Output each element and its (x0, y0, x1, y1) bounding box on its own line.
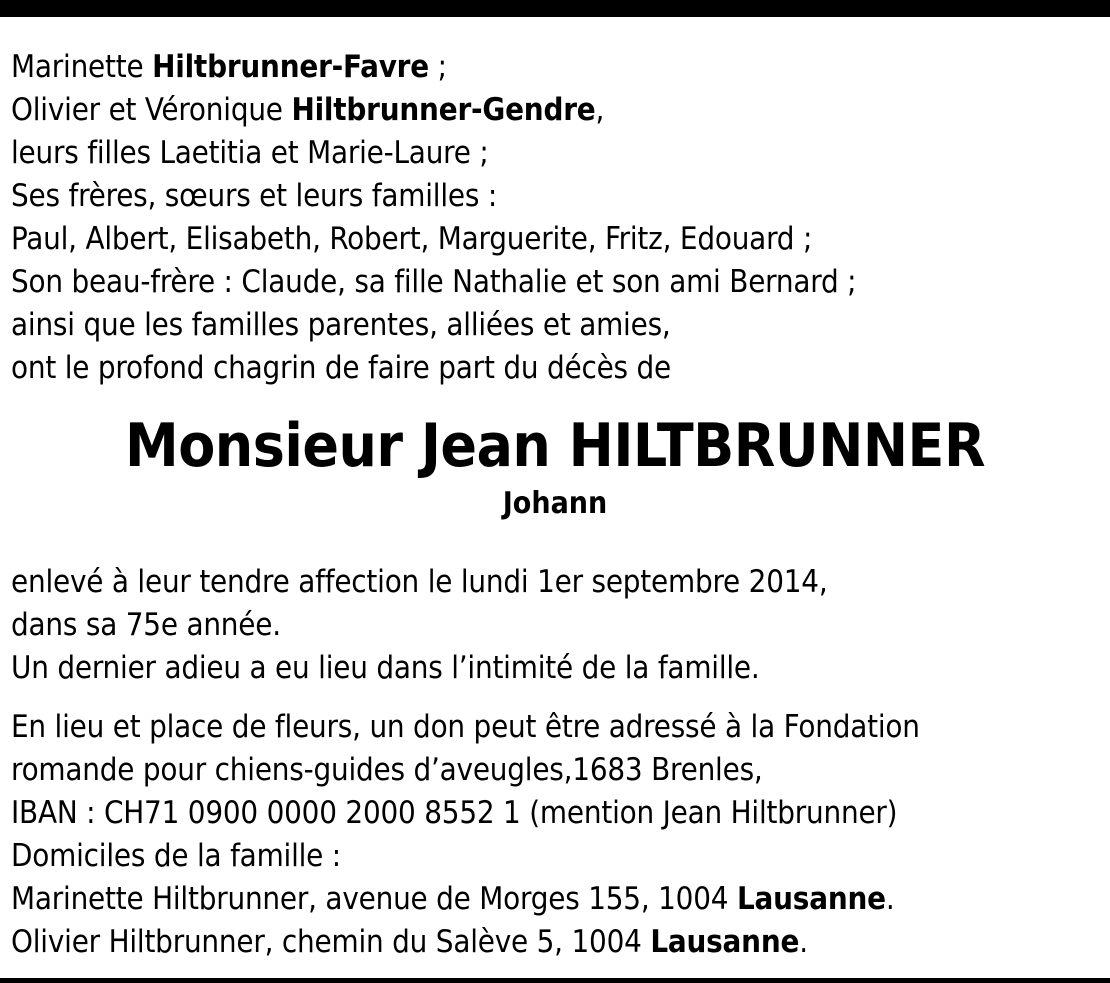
top-border (0, 0, 1110, 17)
family-line-3: leurs filles Laetitia et Marie-Laure ; (11, 135, 489, 171)
text: Marinette (11, 49, 153, 85)
family-block (11, 46, 1101, 390)
text: . (799, 924, 808, 960)
text: . (885, 881, 895, 917)
family-line-7: ainsi que les familles parentes, alliées et amies, (11, 307, 671, 343)
donation-line-1: En lieu et place de fleurs, un don peut être adressé à la Fondation (11, 709, 920, 745)
details-line-1: enlevé à leur tendre affection le lundi 1er septembre 2014, (11, 564, 828, 600)
surname-bold: Hiltbrunner-Gendre (291, 92, 596, 128)
donation-block (11, 706, 1101, 964)
family-line-6: Son beau-frère : Claude, sa fille Nathalie et son ami Bernard ; (11, 264, 857, 300)
donation-line-3: IBAN : CH71 0900 0000 2000 8552 1 (mention Jean Hiltbrunner) (11, 795, 898, 831)
bottom-border (0, 978, 1110, 983)
city-bold: Lausanne (650, 924, 800, 960)
text: ; (428, 49, 447, 85)
text: Olivier Hiltbrunner, chemin du Salève 5, 1004 (11, 924, 651, 960)
surname-bold: Hiltbrunner-Favre (152, 49, 429, 85)
donation-line-2: romande pour chiens-guides d’aveugles,1683 Brenles, (11, 752, 763, 788)
donation-line-6 (11, 921, 1101, 964)
details-line-2: dans sa 75e année. (11, 607, 281, 643)
city-bold: Lausanne (736, 881, 886, 917)
text: Marinette Hiltbrunner, avenue de Morges 155, 1004 (11, 881, 737, 917)
deceased-name: Monsieur Jean HILTBRUNNER (124, 411, 986, 481)
family-line-2 (11, 89, 1101, 132)
details-line-3: Un dernier adieu a eu lieu dans l’intimité de la famille. (11, 650, 760, 686)
details-block (11, 561, 1101, 690)
deceased-alias: Johann (502, 486, 608, 521)
deceased-block (0, 405, 1110, 521)
donation-line-4: Domiciles de la famille : (11, 838, 342, 874)
text: Olivier et Véronique (11, 92, 292, 128)
family-line-1 (11, 46, 1101, 89)
text: , (595, 92, 605, 128)
family-line-4: Ses frères, sœurs et leurs familles : (11, 178, 498, 214)
donation-line-5 (11, 878, 1101, 921)
family-line-8: ont le profond chagrin de faire part du décès de (11, 350, 672, 386)
family-line-5: Paul, Albert, Elisabeth, Robert, Marguerite, Fritz, Edouard ; (11, 221, 813, 257)
